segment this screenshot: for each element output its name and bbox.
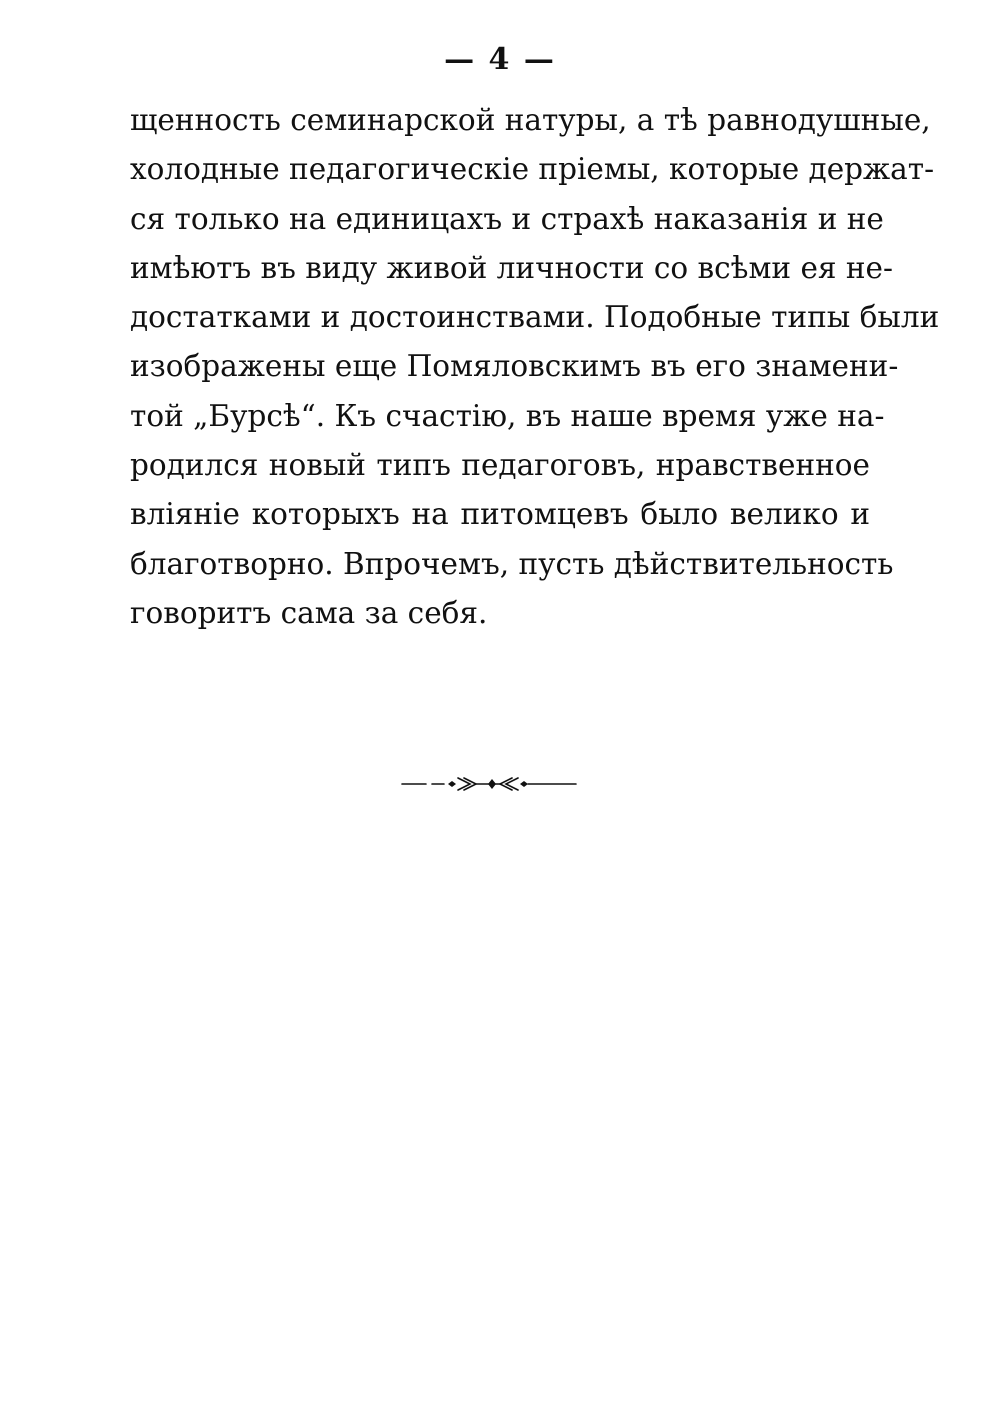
text-line: родился новый типъ педагоговъ, нравственное bbox=[130, 448, 870, 483]
text-line: той „Бурсѣ“. Къ счастію, въ наше время уже на- bbox=[130, 398, 885, 433]
text-line-last: говоритъ сама за себя. bbox=[130, 595, 488, 630]
text-line: достатками и достоинствами. Подобные типы были bbox=[130, 300, 940, 335]
text-line: щенность семинарской натуры, а тѣ равнодушные, bbox=[130, 103, 931, 137]
text-line: изображены еще Помяловскимъ въ его знамени- bbox=[130, 349, 899, 384]
text-line: холодные педагогическіе пріемы, которые держат- bbox=[130, 152, 935, 187]
typographic-flourish-icon bbox=[400, 772, 580, 796]
text-line: имѣютъ въ виду живой личности со всѣми ея не- bbox=[130, 250, 893, 285]
body-text bbox=[130, 96, 940, 638]
text-line: вліяніе которыхъ на питомцевъ было велико и bbox=[130, 497, 870, 532]
text-line: благотворно. Впрочемъ, пусть дѣйствительность bbox=[130, 546, 894, 581]
text-line: ся только на единицахъ и страхѣ наказанія и не bbox=[130, 201, 884, 236]
page-number: — 4 — bbox=[444, 42, 556, 77]
